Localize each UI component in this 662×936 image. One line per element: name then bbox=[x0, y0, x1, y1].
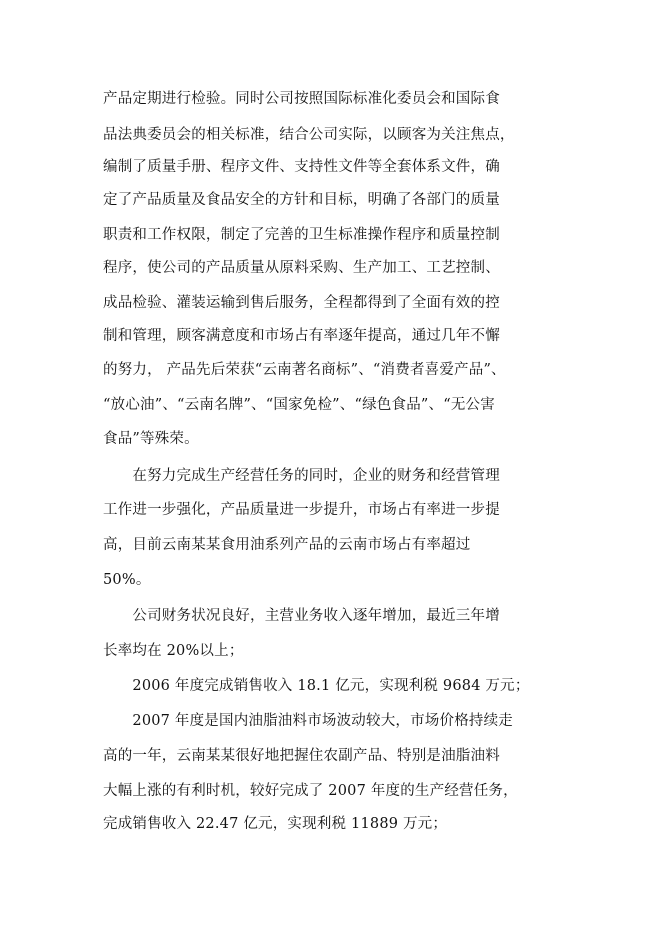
text-line: 完成销售收入 22.47 亿元，实现利税 11889 万元； bbox=[103, 816, 448, 832]
text-line: 职责和工作权限，制定了完善的卫生标准操作程序和质量控制 bbox=[103, 227, 500, 243]
text-line: 成品检验、灌装运输到售后服务，全程都得到了全面有效的控 bbox=[103, 295, 500, 311]
text-line: 高的一年，云南某某很好地把握住农副产品、特别是油脂油料 bbox=[103, 748, 500, 764]
text-line: 编制了质量手册、程序文件、支持性文件等全套体系文件，确 bbox=[103, 159, 500, 175]
text-line: 程序，使公司的产品质量从原料采购、生产加工、工艺控制、 bbox=[103, 260, 500, 276]
text-line: 定了产品质量及食品安全的方针和目标，明确了各部门的质量 bbox=[103, 192, 500, 208]
text-line: 制和管理，顾客满意度和市场占有率逐年提高，通过几年不懈 bbox=[103, 328, 500, 344]
text-line: “放心油”、“云南名牌”、“国家免检”、“绿色食品”、“无公害 bbox=[103, 397, 495, 413]
text-line: 食品”等殊荣。 bbox=[103, 431, 199, 447]
text-line: 在努力完成生产经营任务的同时，企业的财务和经营管理 bbox=[103, 468, 500, 484]
text-line: 的努力， 产品先后荣获“云南著名商标”、“消费者喜爱产品”、 bbox=[103, 362, 506, 378]
text-line: 50%。 bbox=[103, 572, 151, 588]
text-line: 品法典委员会的相关标准，结合公司实际，以顾客为关注焦点， bbox=[103, 127, 515, 143]
text-line: 公司财务状况良好，主营业务收入逐年增加，最近三年增 bbox=[103, 608, 500, 624]
text-line: 大幅上涨的有利时机，较好完成了 2007 年度的生产经营任务， bbox=[103, 783, 518, 799]
text-line: 2006 年度完成销售收入 18.1 亿元，实现利税 9684 万元； bbox=[103, 678, 530, 694]
text-line: 工作进一步强化，产品质量进一步提升，市场占有率进一步提 bbox=[103, 502, 500, 518]
text-line: 产品定期进行检验。同时公司按照国际标准化委员会和国际食 bbox=[103, 91, 500, 107]
text-line: 长率均在 20%以上； bbox=[103, 643, 244, 659]
text-line: 2007 年度是国内油脂油料市场波动较大，市场价格持续走 bbox=[103, 713, 514, 729]
text-line: 高，目前云南某某食用油系列产品的云南市场占有率超过 bbox=[103, 537, 471, 553]
